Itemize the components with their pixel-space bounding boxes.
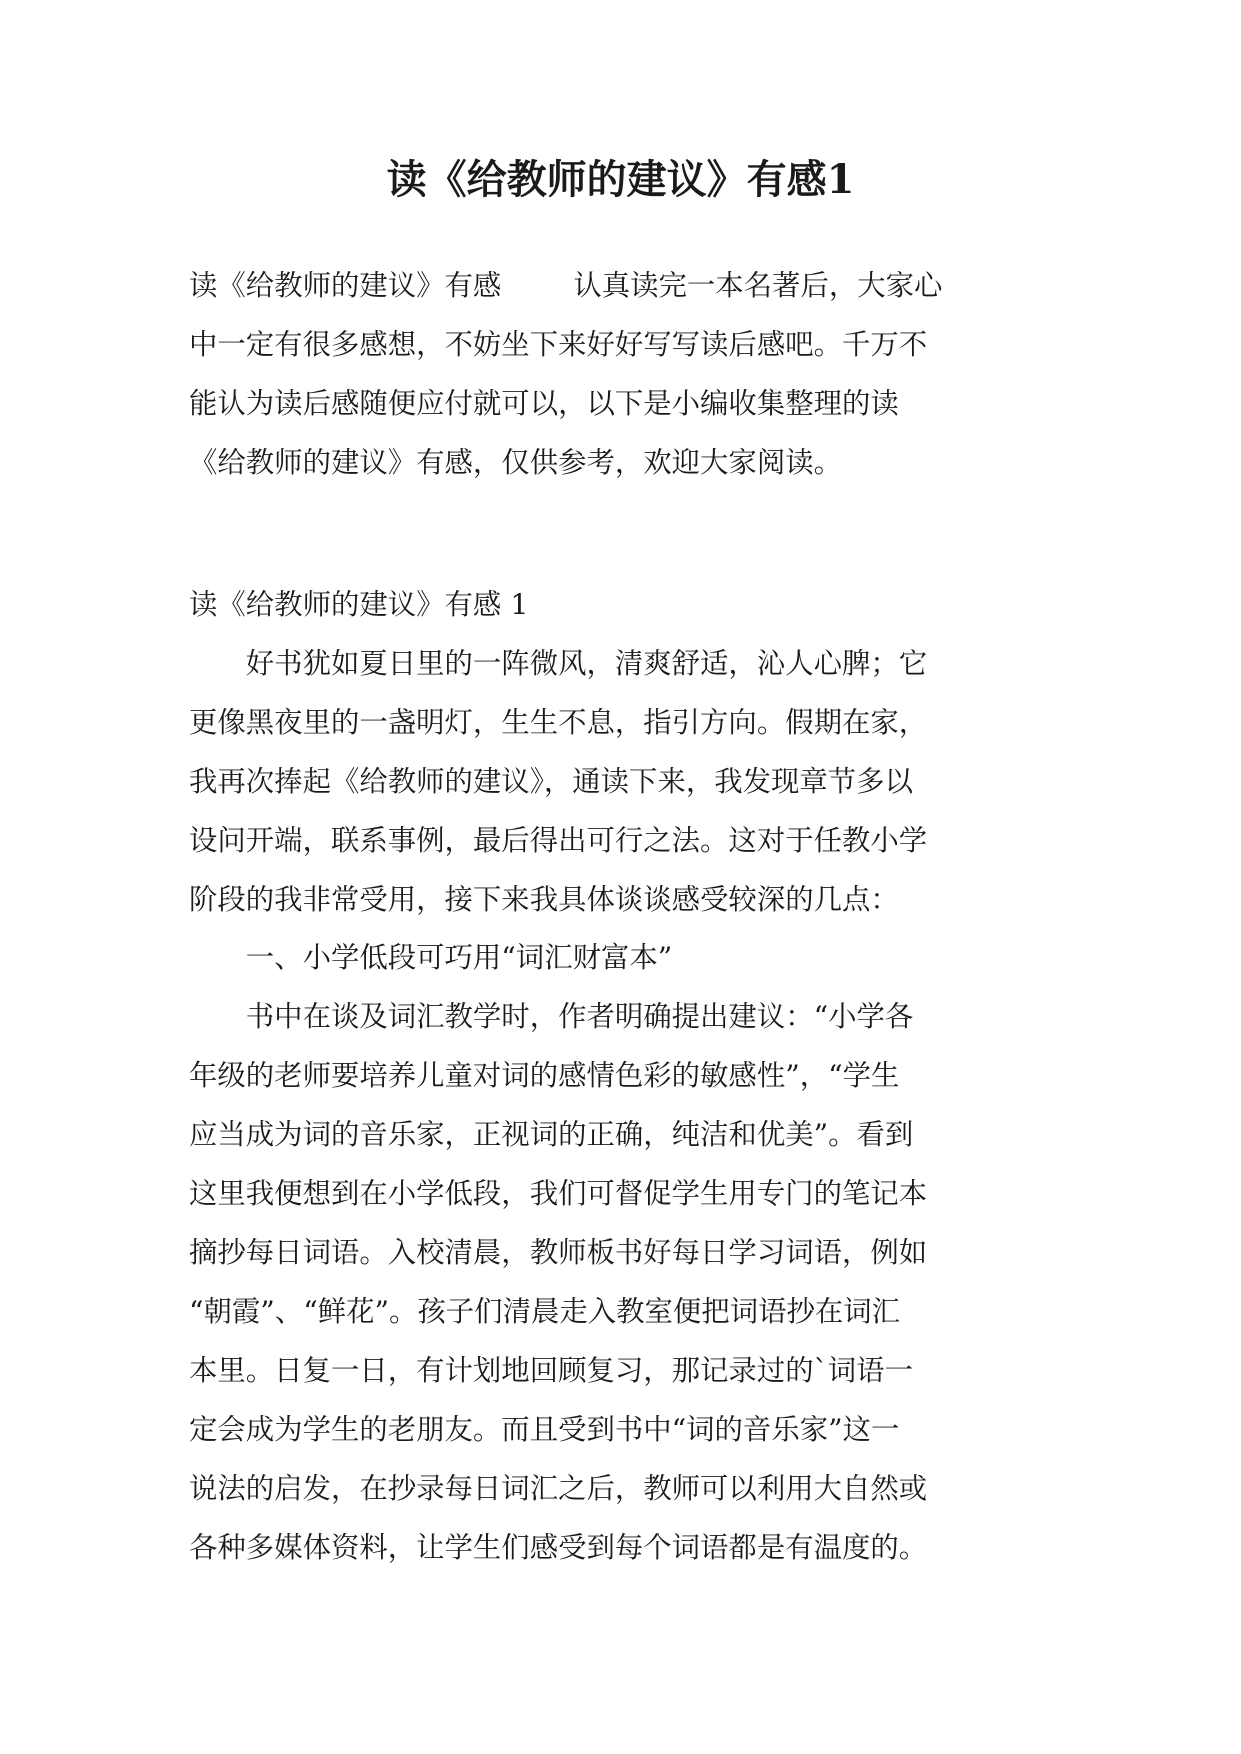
intro-line-text: 认真读完一本名著后，大家心 — [573, 269, 943, 302]
paragraph-line: 这里我便想到在小学低段，我们可督促学生用专门的笔记本 — [189, 1177, 928, 1210]
paragraph-line: 阶段的我非常受用，接下来我具体谈谈感受较深的几点： — [189, 883, 899, 916]
paragraph-line: 年级的老师要培养儿童对词的感情色彩的敏感性”，“学生 — [189, 1059, 900, 1092]
paragraph-2 — [189, 987, 1069, 1577]
intro-paragraph — [189, 256, 1069, 492]
paragraph-1 — [189, 634, 1069, 929]
subheading-text: 一、小学低段可巧用“词汇财富本” — [189, 941, 673, 974]
section-heading-text: 读《给教师的建议》有感 1 — [189, 588, 529, 621]
intro-line: 《给教师的建议》有感，仅供参考，欢迎大家阅读。 — [189, 446, 842, 479]
paragraph-line: 好书犹如夏日里的一阵微风，清爽舒适，沁人心脾；它 — [189, 647, 928, 680]
section-heading — [189, 575, 1069, 634]
paragraph-line: 应当成为词的音乐家，正视词的正确，纯洁和优美”。看到 — [189, 1118, 914, 1151]
paragraph-line: 定会成为学生的老朋友。而且受到书中“词的音乐家”这一 — [189, 1413, 900, 1446]
intro-line: 中一定有很多感想，不妨坐下来好好写写读后感吧。千万不 — [189, 328, 928, 361]
document-title: 读《给教师的建议》有感1 — [386, 156, 855, 203]
intro-lead: 读《给教师的建议》有感 — [189, 269, 502, 302]
intro-line: 能认为读后感随便应付就可以，以下是小编收集整理的读 — [189, 387, 899, 420]
paragraph-line: 书中在谈及词汇教学时，作者明确提出建议：“小学各 — [189, 1000, 914, 1033]
paragraph-line: 本里。日复一日，有计划地回顾复习，那记录过的`词语一 — [189, 1354, 913, 1387]
paragraph-line: 各种多媒体资料，让学生们感受到每个词语都是有温度的。 — [189, 1531, 928, 1564]
paragraph-line: 说法的启发，在抄录每日词汇之后，教师可以利用大自然或 — [189, 1472, 928, 1505]
paragraph-line: 设问开端，联系事例，最后得出可行之法。这对于任教小学 — [189, 824, 928, 857]
paragraph-line: “朝霞”、“鲜花”。孩子们清晨走入教室便把词语抄在词汇 — [189, 1295, 901, 1328]
intro-line — [189, 256, 1069, 315]
subheading — [189, 928, 1069, 987]
paragraph-line: 我再次捧起《给教师的建议》，通读下来，我发现章节多以 — [189, 765, 913, 798]
paragraph-line: 更像黑夜里的一盏明灯，生生不息，指引方向。假期在家， — [189, 706, 928, 739]
paragraph-line: 摘抄每日词语。入校清晨，教师板书好每日学习词语，例如 — [189, 1236, 928, 1269]
